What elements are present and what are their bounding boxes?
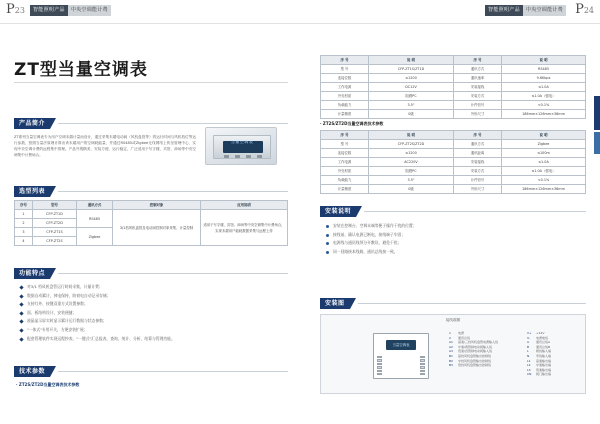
legend-key: 1 (449, 331, 451, 335)
cell: 安装接线 (454, 158, 502, 167)
legend-key: L3 (527, 367, 531, 372)
cell: 3.5" (369, 101, 454, 110)
legend-value: 中速输出端 (536, 363, 552, 368)
device-screen (386, 340, 416, 350)
cell: 0级 (369, 110, 454, 119)
cell: 工作电源 (321, 83, 369, 92)
legend-value: 高档风机盘管输出控制线 (458, 353, 492, 358)
legend-key: B3 (449, 363, 453, 368)
legend-key: L1 (527, 358, 531, 363)
cell: 186mm×126mm×36mm (502, 110, 586, 119)
page-num-right: 24 (583, 6, 594, 15)
cell: 0级 (369, 185, 454, 194)
section-heading-features (14, 268, 288, 279)
section-tail-icon (50, 186, 56, 197)
cell-comm: RS485 (77, 210, 113, 228)
cell-index: 4 (15, 237, 33, 246)
list-item: 电源线与通讯线须分开敷设，避免干扰； (326, 239, 581, 248)
table-row (321, 158, 586, 167)
legend-value: 通讯总线A (536, 340, 551, 345)
product-panel (213, 135, 271, 159)
legend-value: 高速/三档风机盘管电源输入线 (458, 340, 499, 345)
page-number-left (6, 2, 25, 17)
wiring-diagram (320, 314, 586, 394)
list-item: 配套管理软件实现远程抄表、"一键式"汇总报表、查询、统计、分析、结算与管理功能。 (20, 335, 282, 344)
cell: 阻燃PC (369, 167, 454, 176)
cell: DC12V (369, 83, 454, 92)
cell: 连接位数 (321, 149, 369, 158)
product-photo (205, 127, 277, 165)
list-item: 安装在控制台、空调末端等便于操作干扰的位置； (326, 222, 581, 231)
cell: 通讯方式 (454, 140, 502, 149)
page-label-left: P (6, 2, 15, 17)
col-note: 应用说明 (201, 201, 288, 210)
legend-key: B2 (449, 358, 453, 363)
cell: ≤1.0A（强电） (502, 92, 586, 101)
page-num-left: 23 (14, 6, 25, 15)
list-item: 面、板结构设计，安装便捷； (20, 309, 282, 318)
cell: ≤100m (502, 149, 586, 158)
section-heading-install-note (320, 206, 586, 217)
cell: ≤1.0A (502, 158, 586, 167)
cell: 计量精度 (321, 185, 369, 194)
cell: <0.1% (502, 176, 586, 185)
intro-paragraph: ZT系列当量空调表专为用户空调末端计量而设计，通过采集末端电动阀（风机盘管等）的运行时间与风机档位等运行参数，按照当量法原理计算出该末端用户的空调耗能量，并通过RS485或Zigbee无线网络上传至管理中心，实现中央空调计费的远程集中管理。产品外观精美、安装方便、运行稳定，广泛适用于写字楼、宾馆、商场等中央空调集中计费场合。 (14, 135, 196, 157)
legend-value: 高速输出端 (536, 358, 552, 363)
breadcrumb-right (485, 5, 566, 16)
table-row (321, 185, 586, 194)
title-divider (14, 82, 288, 83)
legend-key: V+ (527, 331, 532, 335)
edge-index-tab-primary (594, 96, 600, 130)
cell: 负载能力 (321, 101, 369, 110)
cell: 计件信号 (454, 176, 502, 185)
section-heading-tech (14, 366, 288, 377)
list-item: 同一回路接本线路，通讯总线接一致。 (326, 248, 581, 257)
product-lcd-text: 当量空调表 (230, 139, 254, 144)
tech-subtitle-right: · ZT2S/ZT2D当量空调表技术参数 (320, 121, 384, 126)
cell: 通讯方式 (454, 65, 502, 74)
device-screen-label: 当量空调表 (392, 343, 410, 347)
legend-key: A (527, 340, 530, 345)
page-label-right: P (575, 2, 584, 17)
breadcrumb-left-primary: 智能照明产品 (30, 5, 68, 16)
cell: CFP-ZT2S/ZT2D (369, 140, 454, 149)
tech-table-bottom (320, 130, 586, 194)
cell-model: CFP-ZT2D (33, 219, 77, 228)
breadcrumb-right-primary: 智能照明产品 (485, 5, 523, 16)
cell: 外壳材质 (321, 167, 369, 176)
cell: 型 号 (321, 65, 369, 74)
col-item-2: 序 号 (454, 131, 502, 140)
section-rule (58, 273, 288, 274)
section-label-install-diagram: 安装图 (320, 298, 350, 309)
legend-value: 通讯总线 (458, 335, 471, 340)
legend-row (449, 363, 521, 368)
cell: 安装方式 (454, 167, 502, 176)
cell-index: 2 (15, 219, 33, 228)
table-row (321, 92, 586, 101)
selection-table (14, 200, 288, 246)
section-tail-icon (50, 366, 56, 377)
legend-value: 通讯总线B (536, 344, 551, 349)
breadcrumb-left-secondary: 中央空调能计费 (68, 5, 111, 16)
install-note-list (326, 222, 581, 256)
cell: 安装方式 (454, 92, 502, 101)
cell: ≤1200 (369, 74, 454, 83)
table-row (321, 74, 586, 83)
list-item: 液晶显示屏实时显示累计运行数据与状态参数； (20, 317, 282, 326)
list-item: 支持红外、按键双重方式设置参数； (20, 300, 282, 309)
cell: 通讯速率 (454, 74, 502, 83)
table-row (321, 110, 586, 119)
cell: ≤1200 (369, 149, 454, 158)
col-model: 型号 (33, 201, 77, 210)
legend-value: +12V (536, 331, 545, 335)
legend-value: 电源地线 (536, 335, 549, 340)
legend-value: 中速/两管制电动阀输入线 (458, 344, 493, 349)
list-item: 接线前，确认电源已断电，接线端子牢固； (326, 231, 581, 240)
table-row (321, 65, 586, 74)
legend-key: N (527, 353, 530, 358)
breadcrumb-left (30, 5, 111, 16)
legend-value: 低速/四管制电动阀输入线 (458, 349, 493, 354)
legend-value: 低速输出端 (536, 367, 552, 372)
section-label-features: 功能特点 (14, 268, 50, 279)
list-item: 对3/1 档风机盘管运行时间采集，计量计费； (20, 283, 282, 292)
diagram-legend-right (527, 331, 583, 377)
cell: RS485 (502, 65, 586, 74)
cell-model: CFP-ZT2S (33, 237, 77, 246)
device-terminals-left (377, 356, 382, 375)
diagram-caption: 接线端图 (445, 318, 461, 322)
section-tail-icon (50, 268, 56, 279)
cell-comm: Zigbee (77, 228, 113, 246)
legend-key: 2 (449, 335, 451, 340)
col-item-1: 序 号 (321, 131, 369, 140)
cell: 计件信号 (454, 101, 502, 110)
legend-key: B1 (449, 353, 453, 358)
cell: 186mm×126mm×36mm (502, 185, 586, 194)
tech-table-top (320, 55, 586, 119)
cell: 通讯距离 (454, 149, 502, 158)
breadcrumb-right-secondary: 中央空调能计费 (523, 5, 566, 16)
col-target: 控制对象 (113, 201, 201, 210)
table-header-row (15, 201, 288, 210)
cell: 9.6Kbps (502, 74, 586, 83)
legend-key: A2 (449, 344, 453, 349)
cell-model: CFP-ZT1D (33, 210, 77, 219)
features-list (20, 283, 282, 343)
section-rule (58, 191, 288, 192)
table-row (321, 149, 586, 158)
section-tail-icon (356, 206, 362, 217)
legend-key: L2 (527, 363, 531, 368)
col-value-2: 说 明 (502, 56, 586, 65)
col-item-1: 序 号 (321, 56, 369, 65)
col-item-2: 序 号 (454, 56, 502, 65)
cell: ≤1.0A（强电） (502, 167, 586, 176)
cell: AC220V (369, 158, 454, 167)
cell: 型 号 (321, 140, 369, 149)
legend-key: A1 (449, 340, 453, 345)
col-value-2: 说 明 (502, 131, 586, 140)
section-heading-selection (14, 186, 288, 197)
cell: Zigbee (502, 140, 586, 149)
table-row (321, 83, 586, 92)
cell-note: 适用于写字楼、宾馆、商场等中央空调集中计费场合，实现末端用户能耗数据采集与远程上传 (201, 210, 288, 246)
section-rule (58, 371, 288, 372)
table-row (15, 210, 288, 219)
section-tail-icon (350, 298, 356, 309)
table-row (321, 140, 586, 149)
cell: 负载能力 (321, 176, 369, 185)
diagram-legend-left (449, 331, 521, 368)
cell: 外壳材质 (321, 92, 369, 101)
legend-key: A3 (449, 349, 453, 354)
section-label-selection: 选型列表 (14, 186, 50, 197)
section-heading-install-diagram (320, 298, 586, 309)
section-label-tech: 技术参数 (14, 366, 50, 377)
section-rule (358, 303, 586, 304)
legend-key: B (527, 344, 530, 349)
cell-target: 3/1档风机盘管及电动阀控制对象采集、计量控制 (113, 210, 201, 246)
legend-key: CN (527, 372, 532, 377)
legend-key: L (527, 349, 529, 354)
section-label-install-note: 安装说明 (320, 206, 356, 217)
section-label-intro: 产品简介 (14, 118, 50, 129)
cell-index: 3 (15, 228, 33, 237)
table-row (321, 176, 586, 185)
legend-row (527, 372, 583, 377)
col-value-1: 说 明 (369, 131, 454, 140)
page-header (0, 0, 600, 24)
col-index: 序号 (15, 201, 33, 210)
list-item: 数据自动累计，掉电保持，防窃电自动记录存储； (20, 292, 282, 301)
cell: 外形尺寸 (454, 185, 502, 194)
cell: <0.1% (502, 101, 586, 110)
table-header-row (321, 56, 586, 65)
legend-value: 中档风机盘管输出控制线 (458, 358, 492, 363)
tech-subtitle-left: · ZT2S/ZT2D当量空调表技术参数 (16, 382, 80, 387)
col-comm: 通讯方式 (77, 201, 113, 210)
cell: 连接位数 (321, 74, 369, 83)
page-number-right (575, 2, 594, 17)
table-row (321, 167, 586, 176)
legend-value: 电源 (458, 331, 465, 335)
cell: ≤1.0A (502, 83, 586, 92)
cell-index: 1 (15, 210, 33, 219)
cell: 计量精度 (321, 110, 369, 119)
legend-value: 相线输入端 (536, 349, 552, 354)
cell: CFP-ZT1S/ZT1D (369, 65, 454, 74)
list-item: "一体式"专用开关，方便安装扩展； (20, 326, 282, 335)
col-value-1: 说 明 (369, 56, 454, 65)
cell: 工作电源 (321, 158, 369, 167)
legend-value: 低档风机盘管输出控制线 (458, 363, 492, 368)
cell: 阻燃PC (369, 92, 454, 101)
device-terminals-right (420, 356, 425, 375)
legend-key: V- (527, 335, 530, 340)
section-rule (364, 211, 586, 212)
section-tail-icon (50, 118, 56, 129)
legend-value: 阀门输出端 (536, 372, 552, 377)
table-header-row (321, 131, 586, 140)
page-title: ZT型当量空调表 (14, 60, 148, 80)
cell-model: CFP-ZT1S (33, 228, 77, 237)
legend-value: 零线输入端 (536, 353, 552, 358)
cell: 安装接线 (454, 83, 502, 92)
cell: 外形尺寸 (454, 110, 502, 119)
cell: 3.5" (369, 176, 454, 185)
product-buttons (224, 155, 262, 158)
table-row (321, 101, 586, 110)
diagram-device (373, 333, 429, 379)
section-rule (58, 123, 288, 124)
edge-index-tab-secondary (594, 132, 600, 154)
